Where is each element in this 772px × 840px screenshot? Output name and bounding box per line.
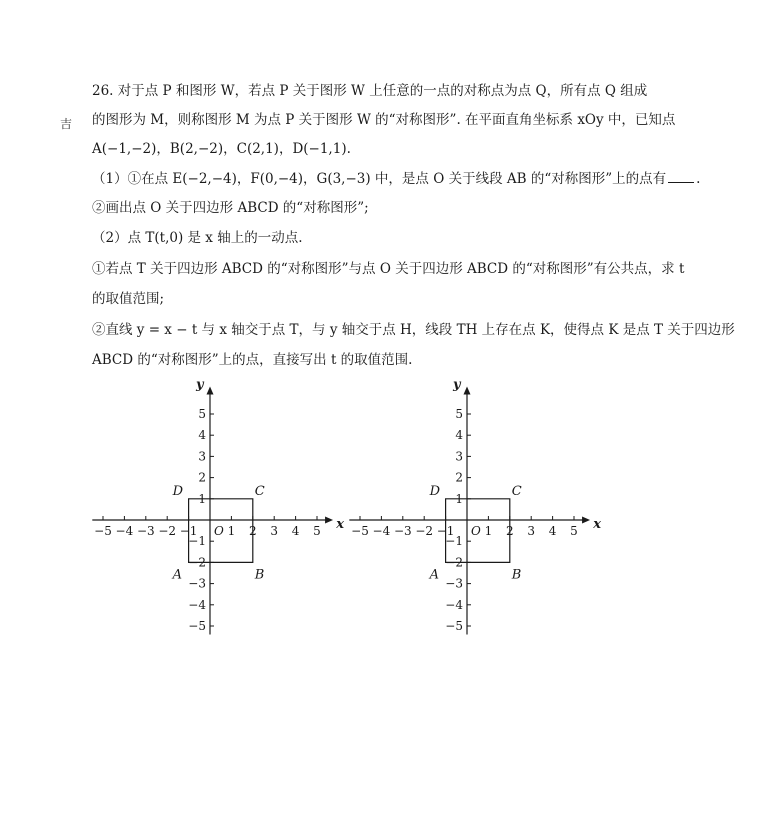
y-tick-label: −5 bbox=[188, 619, 206, 633]
question-1-1-text: （1）①在点 E(−2,−4)，F(0,−4)，G(3,−3) 中，是点 O 关于线段 AB 的“对称图形”上的点有 bbox=[92, 171, 667, 187]
x-tick-label: 4 bbox=[291, 524, 300, 538]
y-tick-label: 1 bbox=[198, 491, 206, 506]
point-label-a: A bbox=[172, 567, 182, 583]
x-tick-label: 1 bbox=[227, 524, 236, 538]
question-2: （2）点 T(t,0) 是 x 轴上的一动点. bbox=[92, 230, 303, 246]
x-axis-label: x bbox=[593, 517, 602, 532]
question-1-1-end: . bbox=[696, 171, 701, 187]
problem-line-2: 的图形为 M，则称图形 M 为点 P 关于图形 W 的“对称图形”. 在平面直角坐标系 xOy 中，已知点 bbox=[92, 112, 676, 128]
y-tick-label: 5 bbox=[198, 407, 206, 421]
problem-line-1: 26. 对于点 P 和图形 W，若点 P 关于图形 W 上任意的一点的对称点为点 Q，所有点 Q 组成 bbox=[92, 83, 648, 99]
y-tick-label: −5 bbox=[445, 619, 463, 633]
y-tick-label: 3 bbox=[198, 449, 206, 464]
point-label-c: C bbox=[511, 483, 522, 499]
origin-label: O bbox=[214, 524, 224, 538]
x-tick-label: 5 bbox=[313, 524, 321, 538]
y-axis-label: y bbox=[453, 377, 461, 393]
x-tick-label: −3 bbox=[136, 524, 155, 538]
point-label-d: D bbox=[172, 483, 184, 499]
x-tick-label: −1 bbox=[436, 524, 455, 538]
question-2-2-cont: ABCD 的“对称图形”上的点，直接写出 t 的取值范围. bbox=[92, 352, 413, 368]
y-tick-label: −2 bbox=[188, 555, 206, 570]
y-tick-label: −1 bbox=[445, 534, 463, 549]
point-label-d: D bbox=[429, 483, 441, 499]
x-tick-label: −1 bbox=[179, 524, 198, 538]
y-tick-label: −3 bbox=[445, 576, 463, 591]
y-tick-label: −4 bbox=[188, 597, 206, 612]
y-tick-label: −3 bbox=[188, 576, 206, 591]
point-label-b: B bbox=[511, 567, 522, 583]
x-tick-label: 1 bbox=[484, 524, 493, 538]
x-tick-label: −4 bbox=[115, 524, 134, 538]
y-tick-label: 2 bbox=[198, 470, 206, 485]
y-tick-label: −4 bbox=[445, 597, 463, 612]
y-axis-arrow bbox=[464, 386, 471, 394]
y-axis-label: y bbox=[196, 377, 204, 393]
question-2-1-cont: 的取值范围; bbox=[92, 291, 165, 307]
x-tick-label: 3 bbox=[527, 524, 536, 538]
question-2-2: ②直线 y = x − t 与 x 轴交于点 T，与 y 轴交于点 H，线段 TH 上存在点 K，使得点 K 是点 T 关于四边形 bbox=[92, 322, 735, 338]
question-1-2: ②画出点 O 关于四边形 ABCD 的“对称图形”; bbox=[92, 200, 369, 216]
x-tick-label: −2 bbox=[158, 524, 177, 538]
x-tick-label: −3 bbox=[393, 524, 412, 538]
y-tick-label: 1 bbox=[455, 491, 463, 506]
x-tick-label: 5 bbox=[570, 524, 578, 538]
y-tick-label: 2 bbox=[455, 470, 463, 485]
y-tick-label: −1 bbox=[188, 534, 206, 549]
y-tick-label: 4 bbox=[198, 428, 206, 443]
margin-mark: 吉 bbox=[60, 117, 73, 131]
point-label-b: B bbox=[254, 567, 265, 583]
x-tick-label: 2 bbox=[505, 524, 514, 538]
point-label-a: A bbox=[429, 567, 439, 583]
x-tick-label: 2 bbox=[248, 524, 257, 538]
x-tick-label: −5 bbox=[94, 524, 112, 538]
y-tick-label: 4 bbox=[455, 428, 463, 443]
point-label-c: C bbox=[254, 483, 265, 499]
y-tick-label: 3 bbox=[455, 449, 463, 464]
x-axis-label: x bbox=[336, 517, 345, 532]
y-tick-label: 5 bbox=[455, 407, 463, 421]
question-2-1: ①若点 T 关于四边形 ABCD 的“对称图形”与点 O 关于四边形 ABCD 的“对称图形”有公共点，求 t bbox=[92, 261, 685, 277]
problem-line-3: A(−1,−2)，B(2,−2)，C(2,1)，D(−1,1). bbox=[92, 141, 351, 157]
origin-label: O bbox=[471, 524, 481, 538]
x-tick-label: 4 bbox=[548, 524, 557, 538]
x-tick-label: −2 bbox=[415, 524, 434, 538]
x-axis-arrow bbox=[582, 517, 590, 524]
x-tick-label: −5 bbox=[351, 524, 369, 538]
x-tick-label: −4 bbox=[372, 524, 391, 538]
y-tick-label: −2 bbox=[445, 555, 463, 570]
x-tick-label: 3 bbox=[270, 524, 279, 538]
